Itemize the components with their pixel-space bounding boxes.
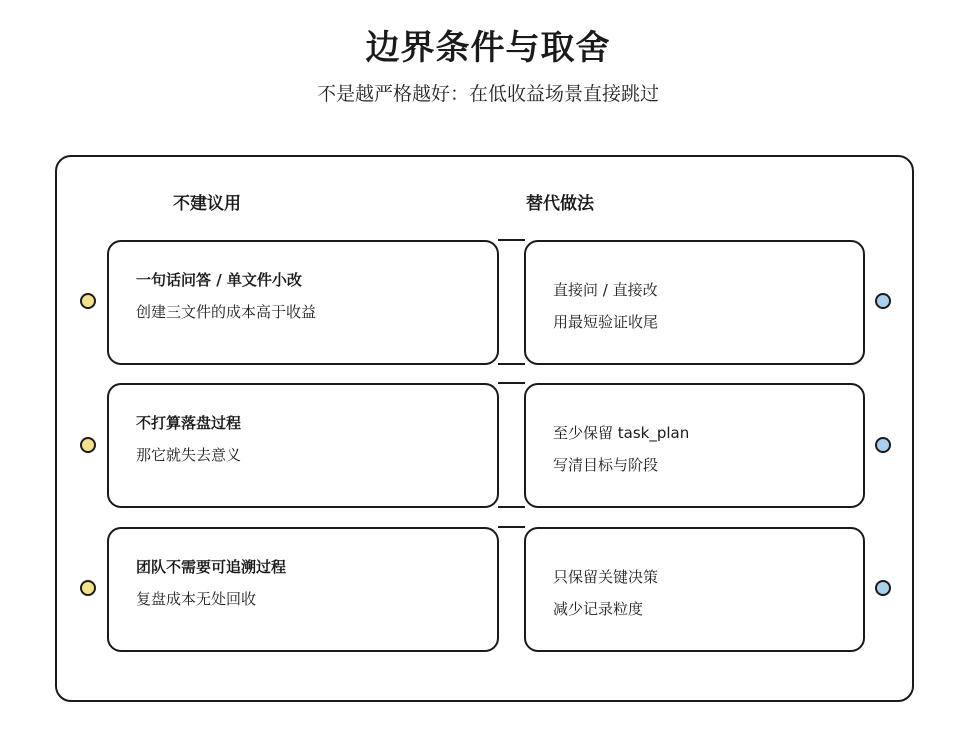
right-marker-dot (875, 293, 891, 309)
page-title: 边界条件与取舍 (365, 28, 611, 68)
alternative-line-2: 减少记录粒度 (553, 600, 644, 618)
not-recommended-card-3 (107, 527, 499, 652)
connector-bottom-row-1 (498, 363, 525, 365)
card-description: 那它就失去意义 (136, 446, 242, 464)
alternative-line-1: 只保留关键决策 (553, 568, 659, 586)
column-header-not-recommended: 不建议用 (173, 194, 241, 214)
alternative-line-1: 直接问 / 直接改 (553, 281, 658, 299)
card-title: 不打算落盘过程 (136, 414, 242, 432)
right-marker-dot (875, 437, 891, 453)
connector-top-row-3 (498, 526, 525, 528)
card-description: 创建三文件的成本高于收益 (136, 303, 317, 321)
connector-bottom-row-2 (498, 506, 525, 508)
connector-top-row-2 (498, 382, 525, 384)
alternative-card-3 (524, 527, 865, 652)
not-recommended-card-1 (107, 240, 499, 365)
card-title: 一句话问答 / 单文件小改 (136, 271, 302, 289)
connector-top-row-1 (498, 239, 525, 241)
alternative-line-1: 至少保留 task_plan (553, 424, 690, 442)
left-marker-dot (80, 437, 96, 453)
column-header-alternative: 替代做法 (526, 194, 594, 214)
card-description: 复盘成本无处回收 (136, 590, 257, 608)
card-title: 团队不需要可追溯过程 (136, 558, 287, 576)
left-marker-dot (80, 293, 96, 309)
right-marker-dot (875, 580, 891, 596)
alternative-card-1 (524, 240, 865, 365)
alternative-card-2 (524, 383, 865, 508)
alternative-line-2: 写清目标与阶段 (553, 456, 659, 474)
page-subtitle: 不是越严格越好：在低收益场景直接跳过 (316, 83, 659, 105)
left-marker-dot (80, 580, 96, 596)
alternative-line-2: 用最短验证收尾 (553, 313, 659, 331)
not-recommended-card-2 (107, 383, 499, 508)
